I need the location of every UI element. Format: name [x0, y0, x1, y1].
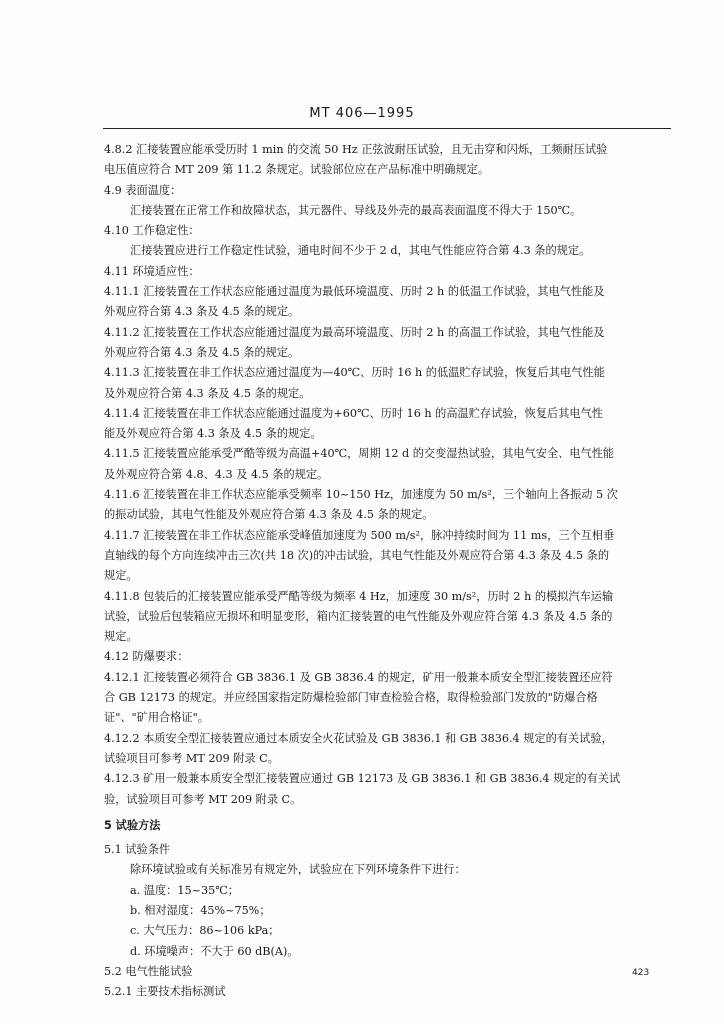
text-line: 4.11.8 包装后的汇接装置应能承受严酷等级为频率 4 Hz，加速度 30 m/s²，历时 2 h 的模拟汽车运输 [104, 589, 614, 603]
text-line: 规定。 [104, 630, 138, 644]
text-line: 4.11.2 汇接装置在工作状态应能通过温度为最高环境温度、历时 2 h 的高温工作试验，其电气性能及 [104, 325, 605, 339]
text-line: 试验，试验后包装箱应无损坏和明显变形，箱内汇接装置的电气性能及外观应符合第 4.3 条及 4.5 条的 [104, 609, 613, 623]
text-line: 汇接装置应进行工作稳定性试验，通电时间不少于 2 d，其电气性能应符合第 4.3 条的规定。 [130, 244, 591, 258]
text-line: 及外观应符合第 4.3 条及 4.5 条的规定。 [104, 386, 311, 400]
header-rule [103, 128, 671, 129]
text-line: b. 相对湿度：45%~75%； [130, 903, 271, 917]
text-line: 4.12.3 矿用一般兼本质安全型汇接装置应通过 GB 12173 及 GB 3836.1 和 GB 3836.4 规定的有关试 [104, 772, 621, 786]
text-line: 4.12.2 本质安全型汇接装置应通过本质安全火花试验及 GB 3836.1 和 GB 3836.4 规定的有关试验， [104, 731, 613, 745]
text-line: 4.11.5 汇接装置应能承受严酷等级为高温+40℃，周期 12 d 的交变湿热试验，其电气安全、电气性能 [104, 447, 615, 461]
text-line: 5.2.1 主要技术指标测试 [104, 985, 226, 999]
text-line: 规定。 [104, 569, 138, 583]
text-line: 4.11.3 汇接装置在非工作状态应通过温度为—40℃、历时 16 h 的低温贮存试验，恢复后其电气性能 [104, 366, 605, 380]
text-line: 4.12.1 汇接装置必须符合 GB 3836.1 及 GB 3836.4 的规定，矿用一般兼本质安全型汇接装置还应符 [104, 670, 613, 684]
text-line: 4.8.2 汇接装置应能承受历时 1 min 的交流 50 Hz 正弦波耐压试验，且无击穿和闪烁，工频耐压试验 [104, 143, 608, 156]
text-line: 外观应符合第 4.3 条及 4.5 条的规定。 [104, 345, 300, 359]
text-line: 5.2 电气性能试验 [104, 964, 193, 978]
text-line: 5.1 试验条件 [104, 843, 171, 857]
text-line: d. 环境噪声：不大于 60 dB(A)。 [130, 944, 299, 958]
text-line: 4.9 表面温度： [104, 183, 182, 197]
text-line: a. 温度：15~35℃； [130, 883, 239, 897]
text-line: 电压值应符合 MT 209 第 11.2 条规定。试验部位应在产品标准中明确规定。 [104, 163, 490, 177]
text-line: 合 GB 12173 的规定。并应经国家指定防爆检验部门审查检验合格，取得检验部门发放的"防爆合格 [104, 691, 598, 705]
text-line: 能及外观应符合第 4.3 条及 4.5 条的规定。 [104, 427, 322, 441]
text-line: 4.10 工作稳定性： [104, 224, 200, 238]
text-line: c. 大气压力：86~106 kPa； [130, 924, 280, 938]
text-line: 验，试验项目可参考 MT 209 附录 C。 [104, 792, 302, 806]
text-line: 试验项目可参考 MT 209 附录 C。 [104, 751, 279, 765]
page-number: 423 [632, 968, 650, 978]
page-header-standard-number: MT 406—1995 [309, 106, 415, 121]
text-line: 直轴线的每个方向连续冲击三次(共 18 次)的冲击试验，其电气性能及外观应符合第 4.3 条及 4.5 条的 [104, 548, 610, 562]
text-line: 4.11.1 汇接装置在工作状态应能通过温度为最低环境温度、历时 2 h 的低温工作试验，其电气性能及 [104, 285, 605, 299]
text-line: 证"、"矿用合格证"。 [104, 711, 209, 725]
text-line: 4.11 环境适应性： [104, 264, 200, 278]
text-line: 4.11.6 汇接装置在非工作状态应能承受频率 10~150 Hz，加速度为 50 m/s²，三个轴向上各振动 5 次 [104, 488, 618, 502]
text-line: 4.11.7 汇接装置在非工作状态应能承受峰值加速度为 500 m/s²，脉冲持续时间为 11 ms，三个互相垂 [104, 528, 615, 542]
text-line: 及外观应符合第 4.8、4.3 及 4.5 条的规定。 [104, 467, 329, 481]
text-line: 4.12 防爆要求： [104, 650, 189, 664]
text-line: 除环境试验或有关标准另有规定外，试验应在下列环境条件下进行： [130, 863, 466, 877]
text-line: 4.11.4 汇接装置在非工作状态应能通过温度为+60℃、历时 16 h 的高温贮存试验，恢复后其电气性 [104, 406, 603, 420]
section-heading: 5 试验方法 [104, 818, 161, 832]
text-line: 外观应符合第 4.3 条及 4.5 条的规定。 [104, 305, 300, 319]
text-line: 汇接装置在正常工作和故障状态，其元器件、导线及外壳的最高表面温度不得大于 150℃。 [130, 203, 582, 217]
text-line: 的振动试验，其电气性能及外观应符合第 4.3 条及 4.5 条的规定。 [104, 508, 434, 522]
document-body [104, 140, 672, 1002]
